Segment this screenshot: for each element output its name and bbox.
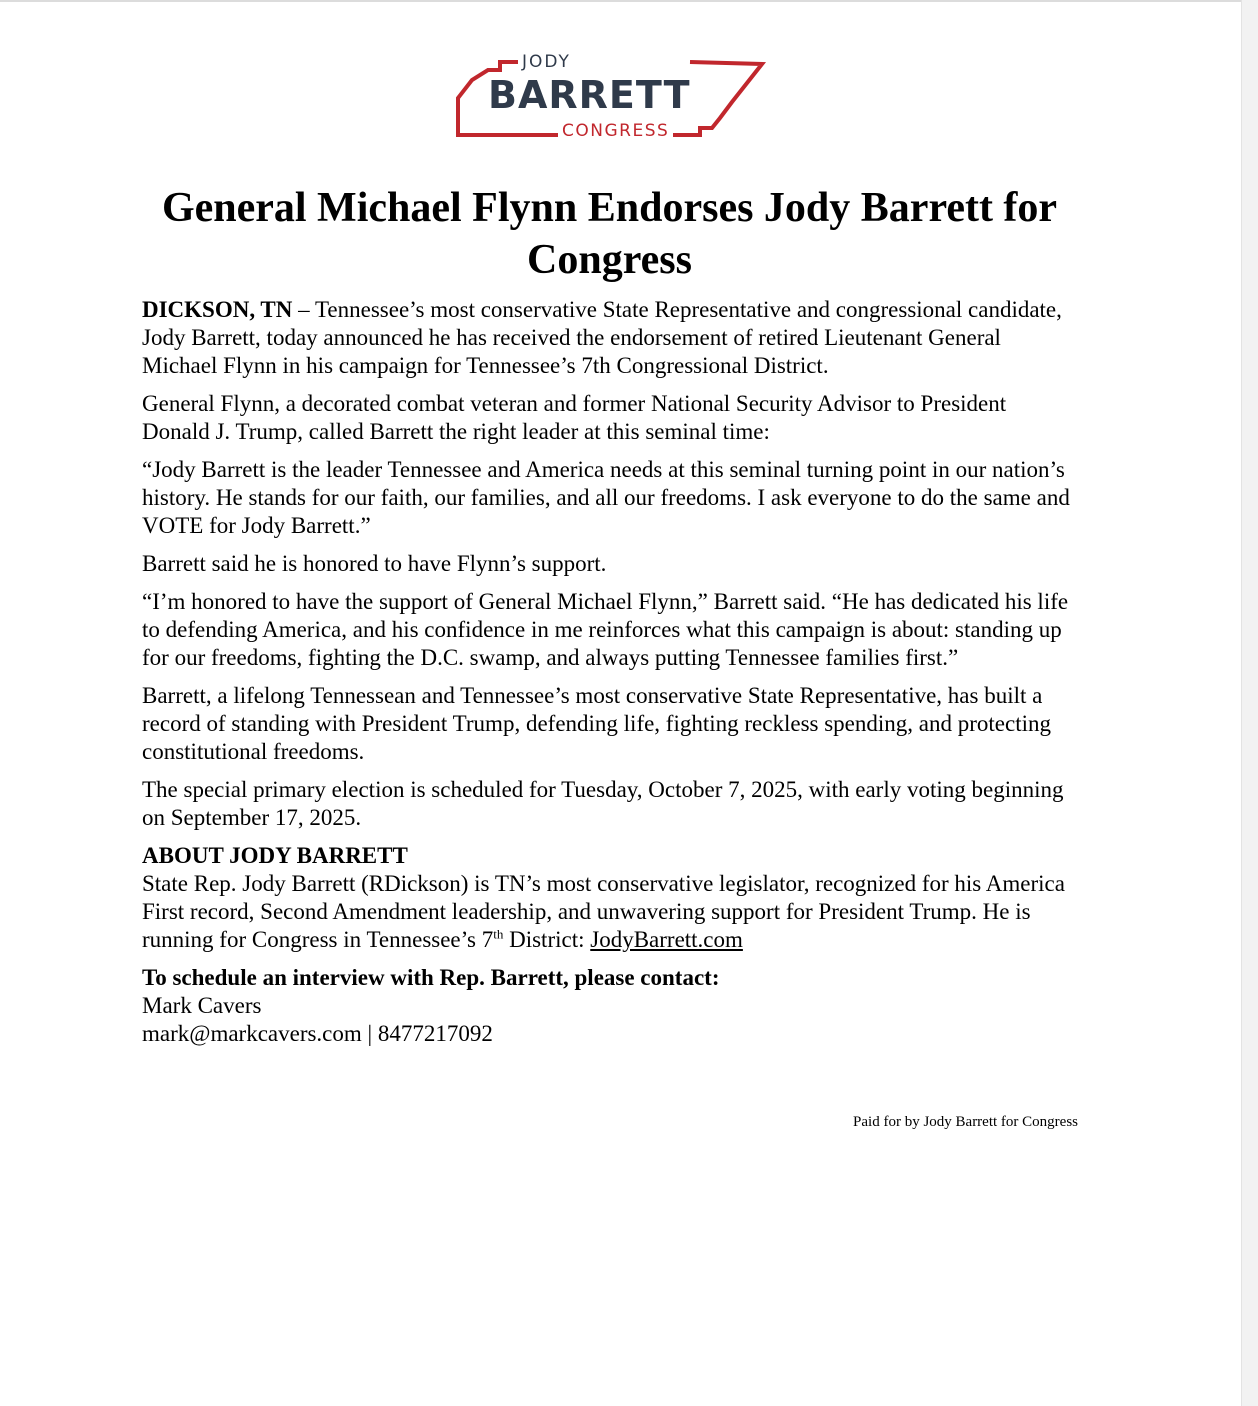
contact-heading: To schedule an interview with Rep. Barrett, please contact:: [142, 965, 720, 990]
dateline: DICKSON, TN: [142, 297, 293, 322]
contact-details: mark@markcavers.com | 8477217092: [142, 1021, 493, 1046]
campaign-logo: [450, 50, 770, 150]
website-link[interactable]: JodyBarrett.com: [590, 927, 743, 952]
contact-section: [142, 964, 1077, 1048]
logo-top-text: JODY: [518, 54, 575, 71]
about-superscript: th: [493, 926, 504, 942]
paragraph-honored: Barrett said he is honored to have Flynn’s support.: [142, 551, 607, 576]
paragraph-flynn-quote: “Jody Barrett is the leader Tennessee and America needs at this seminal turning point in our nation’s history. He stands for our faith, our families, and all our freedoms. I ask everyone to do the same and VOTE for Jody Barrett.”: [142, 457, 1070, 538]
paragraph-barrett-quote: “I’m honored to have the support of General Michael Flynn,” Barrett said. “He has dedicated his life to defending America, and his confidence in me reinforces what this campaign is about: standing up for our freedoms, fighting the D.C. swamp, and always putting Tennessee families first.”: [142, 589, 1069, 670]
paragraph-record: Barrett, a lifelong Tennessean and Tennessee’s most conservative State Representative, has built a record of standing with President Trump, defending life, fighting reckless spending, and protecting constitutional freedoms.: [142, 683, 1051, 764]
press-release-headline: General Michael Flynn Endorses Jody Barrett for Congress: [161, 185, 1058, 283]
about-text-after: District:: [503, 927, 591, 952]
paid-for-disclaimer: Paid for by Jody Barrett for Congress: [853, 1114, 1078, 1130]
about-heading: ABOUT JODY BARRETT: [142, 843, 408, 868]
paragraph-election-date: The special primary election is scheduled for Tuesday, October 7, 2025, with early voting beginning on September 17, 2025.: [142, 777, 1064, 830]
about-section: [142, 842, 1077, 954]
paragraph-flynn-background: General Flynn, a decorated combat veteran and former National Security Advisor to President Donald J. Trump, called Barrett the right leader at this seminal time:: [142, 391, 1007, 444]
intro-text: – Tennessee’s most conservative State Representative and congressional candidate, Jody Barrett, today announced he has received the endorsement of retired Lieutenant General Michael Flynn in his campaign for Tennessee’s 7th Congressional District.: [142, 297, 1062, 378]
about-text: State Rep. Jody Barrett (RDickson) is TN’s most conservative legislator, recognized for his America First record, Second Amendment leadership, and unwavering support for President Trump. He is running for Congress in Tennessee’s 7: [142, 871, 1065, 952]
contact-name: Mark Cavers: [142, 993, 262, 1018]
scrollbar-track[interactable]: [1241, 0, 1258, 1406]
window-top-edge: [0, 0, 1242, 2]
press-release-body: [142, 296, 1077, 1058]
paragraph-intro: [142, 296, 1077, 380]
logo-bottom-text: CONGRESS: [558, 123, 673, 140]
logo-main-text: BARRETT: [488, 73, 691, 117]
